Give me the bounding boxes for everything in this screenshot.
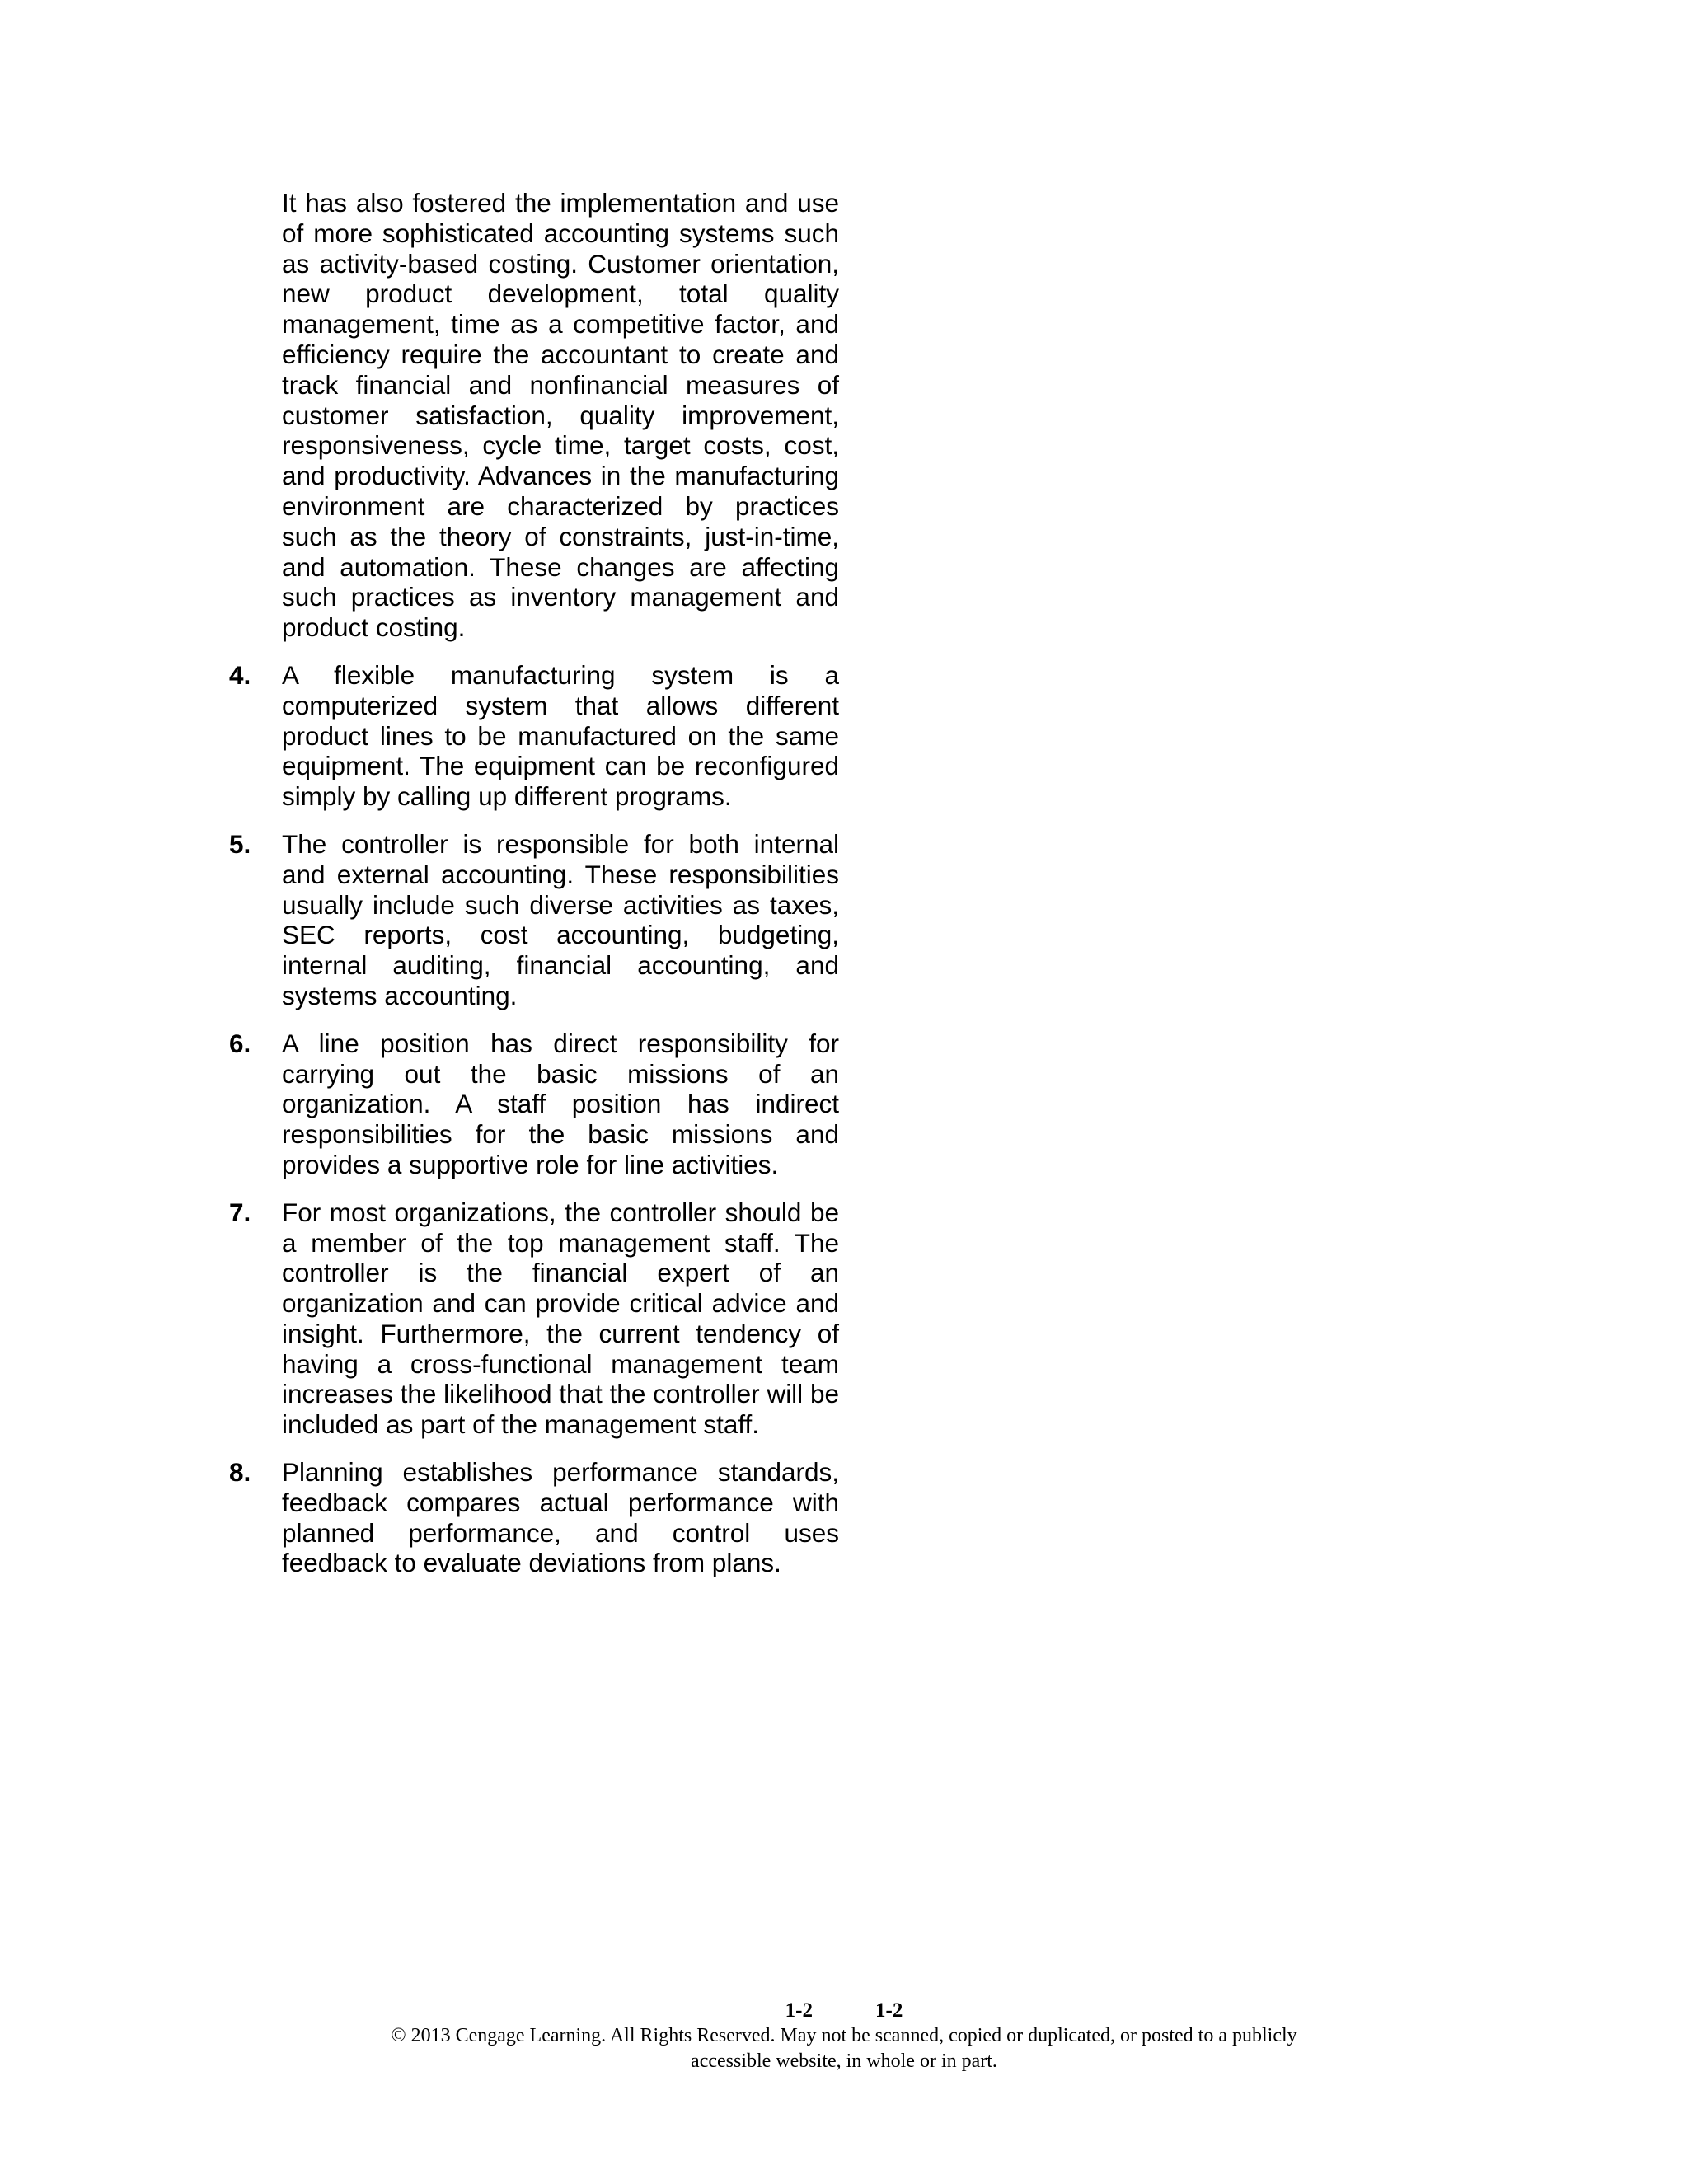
item-number: 6. [229, 1028, 251, 1058]
answer-item-6 [229, 1029, 839, 1180]
answer-column [229, 188, 839, 1578]
answer-item-7 [229, 1197, 839, 1440]
answer-item-5 [229, 829, 839, 1011]
item-text: Planning establishes performance standards, feedback compares actual performance with planned performance, and control uses feedback to evaluate deviations from plans. [282, 1457, 839, 1578]
item-number: 8. [229, 1457, 251, 1488]
page-label: 1-2 [785, 1999, 813, 2022]
item-number: 5. [229, 828, 251, 859]
answer-item-4 [229, 660, 839, 812]
item-text: The controller is responsible for both internal and external accounting. These responsibilities usually include such diverse activities as taxes, SEC reports, cost accounting, budgeting, internal auditing, financial accounting, and systems accounting. [282, 828, 839, 1010]
item-number: 4. [229, 659, 251, 690]
item-text: A flexible manufacturing system is a computerized system that allows different product lines to be manufactured on the same equipment. The equipment can be reconfigured simply by calling up different programs. [282, 659, 839, 812]
page-label-duplicate: 1-2 [875, 1999, 903, 2022]
item-text: For most organizations, the controller should be a member of the top management staff. The controller is the financial expert of an organization and can provide critical advice and insight. Furthermore, the current tendency of having a cross-functional management team increases the likelihood that the controller will be included as part of the management staff. [282, 1197, 839, 1440]
copyright-notice [0, 2023, 1688, 2074]
answer-item-8 [229, 1457, 839, 1578]
continuation-paragraph: It has also fostered the implementation and use of more sophisticated accounting systems such as activity-based costing. Customer orientation, new product development, total quality management, time as a competitive factor, and efficiency require the accountant to create and track financial and nonfinancial measures of customer satisfaction, quality improvement, responsiveness, cycle time, target costs, cost, and productivity. Advances in the manufacturing environment are characterized by practices such as the theory of constraints, just-in-time, and automation. These changes are affecting such practices as inventory management and product costing. [282, 188, 839, 643]
copyright-line-2: accessible website, in whole or in part. [691, 2050, 997, 2072]
item-text: A line position has direct responsibility for carrying out the basic missions of an organization. A staff position has indirect responsibilities for the basic missions and provides a supportive role for line activities. [282, 1028, 839, 1179]
item-number: 7. [229, 1197, 251, 1227]
copyright-line-1: © 2013 Cengage Learning. All Rights Reserved. May not be scanned, copied or duplicated, or posted to a publicly [391, 2025, 1297, 2046]
page-number [0, 1999, 1688, 2023]
